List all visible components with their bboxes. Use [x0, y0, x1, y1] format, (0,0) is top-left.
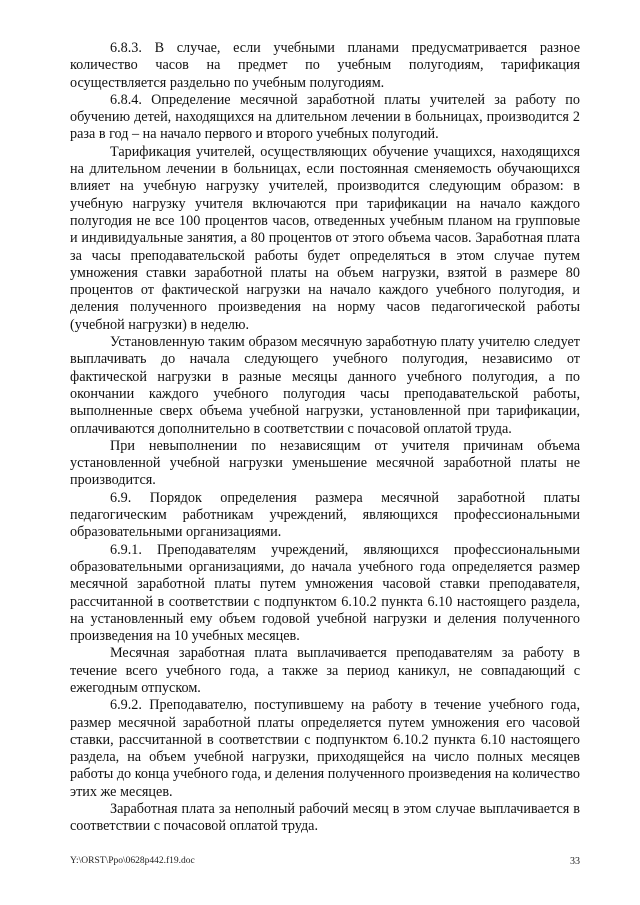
paragraph-monthly-salary-teachers: Месячная заработная плата выплачивается преподавателям за работу в течение всего учебного года, а также за период каникул, не совпадающий с ежегодным отпуском. [70, 645, 580, 696]
paragraph-6-8-3: 6.8.3. В случае, если учебными планами предусматривается разное количество часов на предмет по учебным полугодиям, тарификация осуществляется раздельно по учебным полугодиям. [70, 40, 580, 91]
file-path: Y:\ORST\Ppo\0628p442.f19.doc [70, 856, 195, 866]
document-body [70, 40, 580, 836]
paragraph-monthly-salary-payment: Установленную таким образом месячную заработную плату учителю следует выплачивать до начала следующего учебного полугодия, независимо от фактической нагрузки в разные месяцы данного учебного полугодия, а по окончании каждого учебного полугодия часы преподавательской работы, выполненные сверх объема учебной нагрузки, установленной при тарификации, оплачиваются дополнительно в соответствии с почасовой оплатой труда. [70, 334, 580, 437]
paragraph-6-9: 6.9. Порядок определения размера месячной заработной платы педагогическим работникам учреждений, являющихся профессиональными образовательными организациями. [70, 489, 580, 541]
paragraph-tarification: Тарификация учителей, осуществляющих обучение учащихся, находящихся на длительном лечении в больницах, если постоянная сменяемость обучающихся влияет на учебную нагрузку учителей, производится следующим образом: в учебную нагрузку учителя включаются при тарификации на начало каждого полугодия не все 100 процентов часов, отведенных учебным планом на групповые и индивидуальные занятия, а 80 процентов от этого объема часов. Заработная плата за часы преподавательской работы будет определяться в этом случае путем умножения ставки заработной платы на объем нагрузки, взятой в размере 80 процентов от фактической нагрузки на начало каждого учебного полугодия, и деления полученного произведения на норму часов педагогической работы (учебной нагрузки) в неделю. [70, 143, 580, 333]
paragraph-6-9-1: 6.9.1. Преподавателям учреждений, являющихся профессиональными образовательными организациями, до начала учебного года определяется размер месячной заработной платы путем умножения часовой ставки преподавателя, рассчитанной в соответствии с подпунктом 6.10.2 пункта 6.10 настоящего раздела, на установленный ему объем годовой учебной нагрузки и деления полученного произведения на 10 учебных месяцев. [70, 541, 580, 645]
paragraph-6-8-4: 6.8.4. Определение месячной заработной платы учителей за работу по обучению детей, находящихся на длительном лечении в больницах, производится 2 раза в год – на начало первого и второго учебных полугодий. [70, 91, 580, 143]
page-number: 33 [570, 856, 580, 867]
paragraph-incomplete-month: Заработная плата за неполный рабочий месяц в этом случае выплачивается в соответствии с почасовой оплатой труда. [70, 801, 580, 835]
paragraph-non-fulfillment: При невыполнении по независящим от учителя причинам объема установленной учебной нагрузки уменьшение месячной заработной платы не производится. [70, 437, 580, 489]
paragraph-6-9-2: 6.9.2. Преподавателю, поступившему на работу в течение учебного года, размер месячной заработной платы определяется путем умножения его часовой ставки, рассчитанной в соответствии с подпунктом 6.10.2 пункта 6.10 настоящего раздела, на объем учебной нагрузки, приходящейся на число полных месяцев работы до конца учебного года, и деления полученного произведения на количество этих же месяцев. [70, 697, 580, 800]
